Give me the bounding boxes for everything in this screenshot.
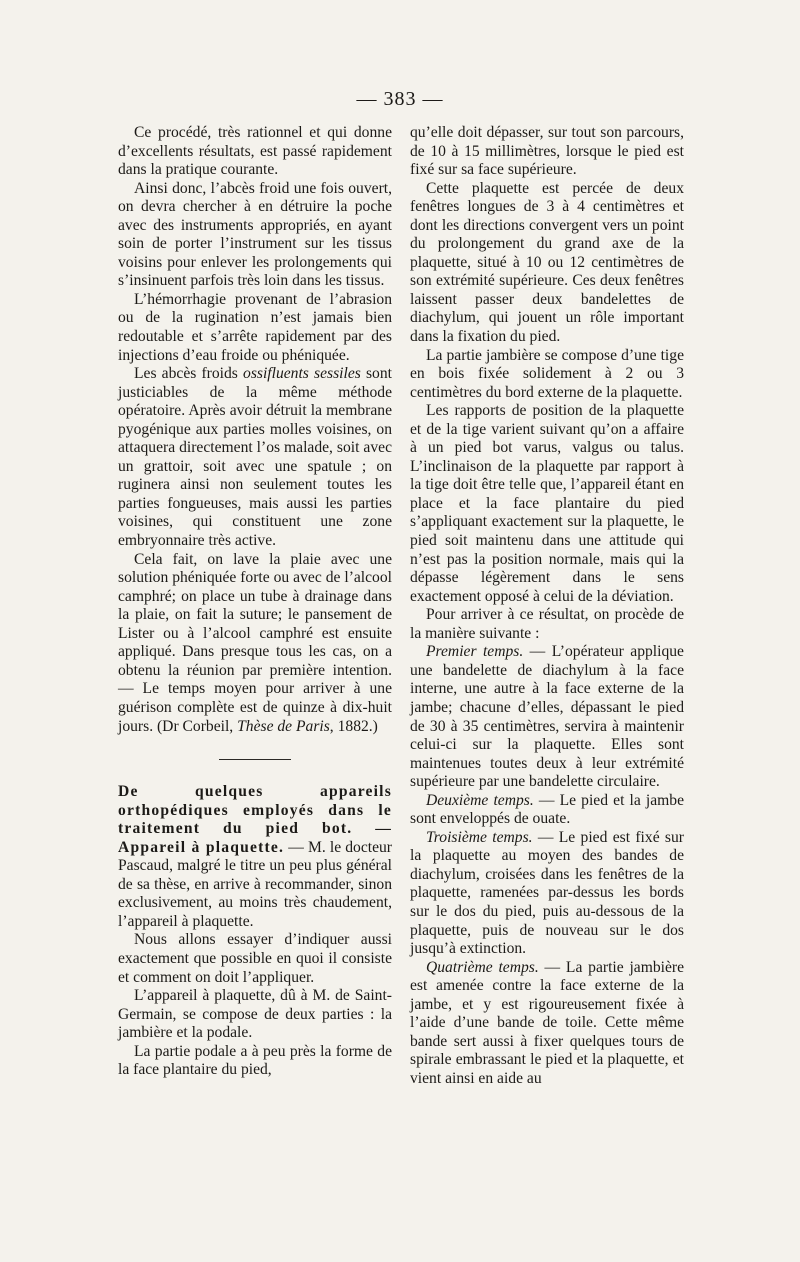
paragraph <box>410 829 684 959</box>
paragraph <box>410 792 684 829</box>
section-heading: De quelques appareils orthopédiques employés dans le traitement du pied bot. — Appareil à plaquette. <box>118 783 392 856</box>
paragraph <box>410 643 684 791</box>
citation-title: Thèse de Paris <box>237 717 330 735</box>
paragraph: L’appareil à plaquette, dû à M. de Saint-Germain, se compose de deux parties : la jambière et la podale. <box>118 987 392 1042</box>
text-run: — L’opérateur applique une bandelette de diachylum à la face interne, une autre à la face externe de la jambe; chacune d’elles, dépassant le pied de 30 à 35 centimètres, servira à maintenir celui-ci sur la plaquette. Elles sont maintenues toutes deux à leur extrémité supérieure par une bandelette circulaire. <box>410 643 684 791</box>
section-divider <box>219 759 291 760</box>
step-label: Troisième temps. <box>426 828 533 846</box>
paragraph: qu’elle doit dépasser, sur tout son parcours, de 10 à 15 millimètres, lorsque le pied est fixé sur sa face supérieure. <box>410 124 684 179</box>
text-run: Cela fait, on lave la plaie avec une solution phéniquée forte ou avec de l’alcool camphré; on place un tube à drainage dans la plaie, on fait la suture; le pansement de Lister ou à l’alcool camphré est ensuite appliqué. Dans presque tous les cas, on a obtenu la réunion par première intention. — Le temps moyen pour arriver à une guérison complète est de quinze à dix-huit jours. (Dr Corbeil, <box>118 550 392 735</box>
paragraph: Ce procédé, très rationnel et qui donne d’excellents résultats, est passé rapidement dans la pratique courante. <box>118 124 392 179</box>
paragraph <box>118 551 392 736</box>
step-label: Deuxième temps. <box>426 791 534 809</box>
text-run: Les abcès froids <box>134 365 244 383</box>
step-label: Premier temps. <box>426 643 524 661</box>
text-run: — M. le docteur Pascaud, malgré le titre un peu plus général de sa thèse, en arrive à recommander, sinon exclusivement, au moins très chaudement, l’appareil à plaquette. <box>118 838 392 930</box>
paragraph: La partie jambière se compose d’une tige en bois fixée solidement à 2 ou 3 centimètres du bord externe de la plaquette. <box>410 346 684 401</box>
step-label: Quatrième temps. <box>426 958 539 976</box>
text-run: — Le pied et la jambe sont enveloppés de ouate. <box>410 791 685 828</box>
text-run: , 1882.) <box>329 717 378 735</box>
italic-term: ossifluents sessiles <box>243 365 361 383</box>
paragraph: Ainsi donc, l’abcès froid une fois ouvert, on devra chercher à en détruire la poche avec des instruments appropriés, en ayant soin de porter l’instrument sur les tissus voisins pour enlever les prolongements qui s’insinuent parfois très loin dans les tissus. <box>118 179 392 290</box>
paragraph: L’hémorrhagie provenant de l’abrasion ou de la rugination n’est jamais bien redoutable et s’arrête rapidement par des injections d’eau froide ou phéniquée. <box>118 290 392 364</box>
paragraph <box>118 365 392 550</box>
paragraph <box>410 959 684 1089</box>
paragraph: Les rapports de position de la plaquette et de la tige varient suivant qu’on a affaire à un pied bot varus, valgus ou talus. L’inclinaison de la plaquette par rapport à la tige doit être telle que, l’appareil étant en place et la face plantaire du pied s’appliquant exactement sur la plaquette, le pied soit maintenu dans une attitude qui n’est pas la position normale, mais qui la dépasse légèrement dans le sens exactement opposé à celui de la déviation. <box>410 402 684 605</box>
left-column <box>118 124 392 1080</box>
page-number: — 383 — <box>356 88 444 110</box>
paragraph: Pour arriver à ce résultat, on procède de la manière suivante : <box>410 606 684 642</box>
paragraph: Cette plaquette est percée de deux fenêtres longues de 3 à 4 centimètres et dont les directions convergent vers un point du prolongement du grand axe de la plaquette, situé à 10 ou 12 centimètres de son extrémité supérieure. Ces deux fenêtres laissent passer deux bandelettes de diachylum, qui jouent un rôle important dans la fixation du pied. <box>410 179 684 346</box>
paragraph: Nous allons essayer d’indiquer aussi exactement que possible en quoi il consiste et comment on doit l’appliquer. <box>118 931 392 986</box>
paragraph: La partie podale a à peu près la forme de la face plantaire du pied, <box>118 1042 392 1079</box>
text-run: sont justiciables de la même méthode opératoire. Après avoir détruit la membrane pyogénique aux parties molles voisines, on attaquera directement l’os malade, soit avec un grattoir, soit avec une spatule ; on ruginera ainsi non seulement toutes les parties fongueuses, mais aussi les parties voisines, qui constituent une zone embryonnaire très active. <box>118 365 392 550</box>
right-column <box>410 124 684 1088</box>
section-heading-paragraph <box>118 783 392 931</box>
text-run: — La partie jambière est amenée contre la face externe de la jambe, et y est rigoureusement fixée à l’aide d’une bande de toile. Cette même bande sert aussi à fixer quelques tours de spirale embrassant le pied et la plaquette, et vient ainsi en aide au <box>410 958 684 1087</box>
text-run: — Le pied est fixé sur la plaquette au moyen des bandes de diachylum, croisées dans les fenêtres de la plaquette, ramenées par-dessus les bords sur le dos du pied, puis au-dessous de la plaquette, puis de nouveau sur le dos jusqu’à extinction. <box>410 828 684 958</box>
